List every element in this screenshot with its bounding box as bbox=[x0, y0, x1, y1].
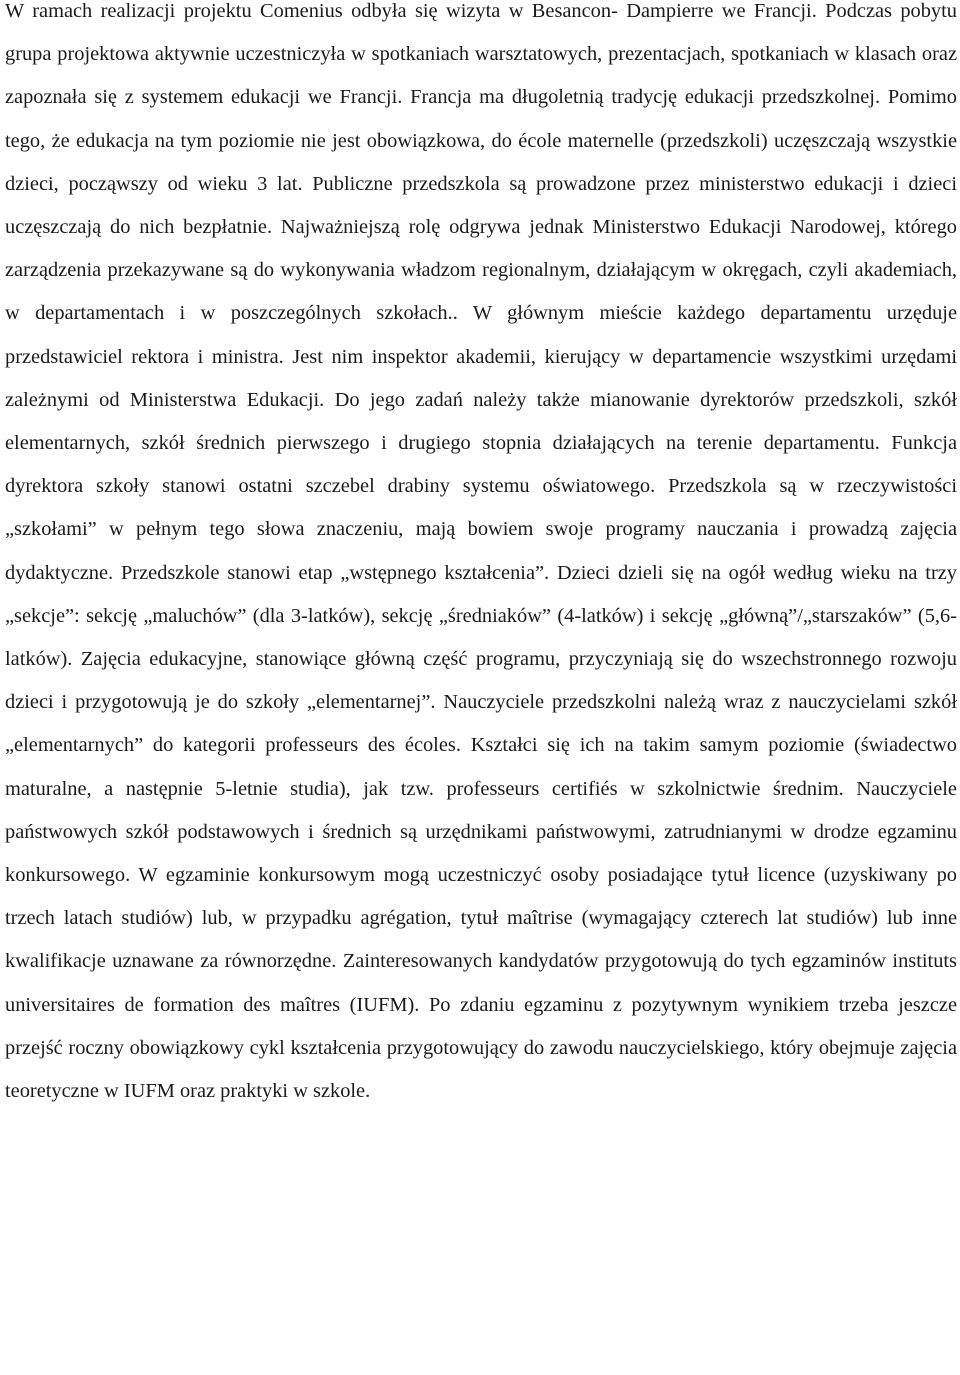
body-paragraph: W ramach realizacji projektu Comenius odbyła się wizyta w Besancon- Dampierre we Francji. Podczas pobytu grupa projektowa aktywnie uczestniczyła w spotkaniach warsztatowych, prezentacjach, spotkaniach w klasach oraz zapoznała się z systemem edukacji we Francji. Francja ma długoletnią tradycję edukacji przedszkolnej. Pomimo tego, że edukacja na tym poziomie nie jest obowiązkowa, do école maternelle (przedszkoli) uczęszczają wszystkie dzieci, począwszy od wieku 3 lat. Publiczne przedszkola są prowadzone przez ministerstwo edukacji i dzieci uczęszczają do nich bezpłatnie. Najważniejszą rolę odgrywa jednak Ministerstwo Edukacji Narodowej, którego zarządzenia przekazywane są do wykonywania władzom regionalnym, działającym w okręgach, czyli akademiach, w departamentach i w poszczególnych szkołach.. W głównym mieście każdego departamentu urzęduje przedstawiciel rektora i ministra. Jest nim inspektor akademii, kierujący w departamencie wszystkimi urzędami zależnymi od Ministerstwa Edukacji. Do jego zadań należy także mianowanie dyrektorów przedszkoli, szkół elementarnych, szkół średnich pierwszego i drugiego stopnia działających na terenie departamentu. Funkcja dyrektora szkoły stanowi ostatni szczebel drabiny systemu oświatowego. Przedszkola są w rzeczywistości „szkołami” w pełnym tego słowa znaczeniu, mają bowiem swoje programy nauczania i prowadzą zajęcia dydaktyczne. Przedszkole stanowi etap „wstępnego kształcenia”. Dzieci dzieli się na ogół według wieku na trzy „sekcje”: sekcję „maluchów” (dla 3-latków), sekcję „średniaków” (4-latków) i sekcję „główną”/„starszaków” (5,6-latków). Zajęcia edukacyjne, stanowiące główną część programu, przyczyniają się do wszechstronnego rozwoju dzieci i przygotowują je do szkoły „elementarnej”. Nauczyciele przedszkolni należą wraz z nauczycielami szkół „elementarnych” do kategorii professeurs des écoles. Kształci się ich na takim samym poziomie (świadectwo maturalne, a następnie 5-letnie studia), jak tzw. professeurs certifiés w szkolnictwie średnim. Nauczyciele państwowych szkół podstawowych i średnich są urzędnikami państwowymi, zatrudnianymi w drodze egzaminu konkursowego. W egzaminie konkursowym mogą uczestniczyć osoby posiadające tytuł licence (uzyskiwany po trzech latach studiów) lub, w przypadku agrégation, tytuł maîtrise (wymagający czterech lat studiów) lub inne kwalifikacje uznawane za równorzędne. Zainteresowanych kandydatów przygotowują do tych egzaminów instituts universitaires de formation des maîtres (IUFM). Po zdaniu egzaminu z pozytywnym wynikiem trzeba jeszcze przejść roczny obowiązkowy cykl kształcenia przygotowujący do zawodu nauczycielskiego, który obejmuje zajęcia teoretyczne w IUFM oraz praktyki w szkole. bbox=[5, 0, 957, 1103]
